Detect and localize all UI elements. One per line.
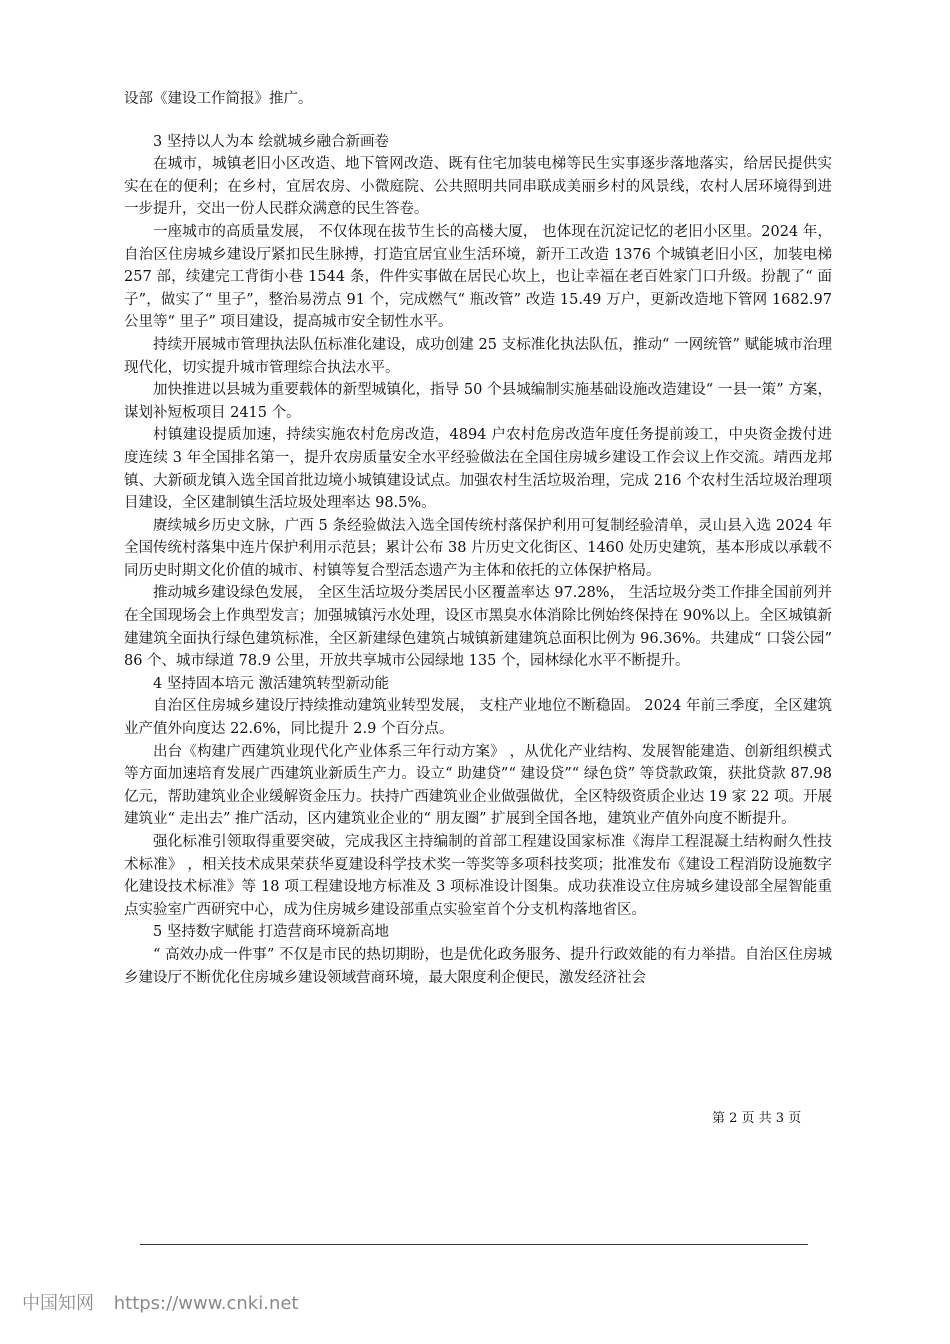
section-3-paragraph-1: 在城市，城镇老旧小区改造、地下管网改造、既有住宅加装电梯等民生实事逐步落地落实，给居民提供实实在在的便利；在乡村，宜居农房、小微庭院、公共照明共同串联成美丽乡村的风景线，农村人居环境得到进一步提升，交出一份人民群众满意的民生答卷。: [124, 156, 832, 218]
intro-tail-paragraph: 设部《建设工作简报》推广。: [124, 91, 313, 107]
section-3-paragraph-2: 一座城市的高质量发展， 不仅体现在拔节生长的高楼大厦， 也体现在沉淀记忆的老旧小区里。2024 年，自治区住房城乡建设厅紧扣民生脉搏，打造宜居宜业生活环境，新开工改造 1376 个城镇老旧小区，加装电梯 257 部，续建完工背街小巷 1544 条，件件实事做在居民心坎上，也让幸福在老百姓家门口升级。扮靓了“ 面子”，做实了“ 里子”，整治易涝点 91 个，完成燃气“ 瓶改管” 改造 15.49 万户，更新改造地下管网 1682.97 公里等“ 里子” 项目建设，提高城市安全韧性水平。: [124, 223, 832, 331]
watermark-url: https://www.cnki.net: [113, 1293, 299, 1314]
section-4-paragraph-2: 出台《构建广西建筑业现代化产业体系三年行动方案》 ，从优化产业结构、发展智能建造、创新组织模式等方面加速培育发展广西建筑业新质生产力。设立“ 助建贷”“ 建设贷”“ 绿色贷” 等贷款政策，获批贷款 87.98 亿元，帮助建筑业企业缓解资金压力。扶持广西建筑业企业做强做优，全区特级资质企业达 19 家 22 项。开展建筑业“ 走出去” 推广活动，区内建筑业企业的“ 朋友圈” 扩展到全国各地，建筑业产值外向度不断提升。: [124, 743, 832, 828]
section-3-paragraph-6: 赓续城乡历史文脉，广西 5 条经验做法入选全国传统村落保护利用可复制经验清单，灵山县入选 2024 年全国传统村落集中连片保护利用示范县；累计公布 38 片历史文化街区、1460 处历史建筑，基本形成以承载不同历史时期文化价值的城市、村镇等复合型活态遗产为主体和依托的立体保护格局。: [124, 517, 832, 579]
section-3-paragraph-7: 推动城乡建设绿色发展， 全区生活垃圾分类居民小区覆盖率达 97.28%， 生活垃圾分类工作排全国前列并在全国现场会上作典型发言；加强城镇污水处理，设区市黑臭水体消除比例始终保持在 90%以上。全区城镇新建建筑全面执行绿色建筑标准，全区新建绿色建筑占城镇新建建筑总面积比例为 96.36%。共建成“ 口袋公园” 86 个、城市绿道 78.9 公里，开放共享城市公园绿地 135 个，园林绿化水平不断提升。: [124, 585, 832, 670]
section-5-heading: 5 坚持数字赋能 打造营商环境新高地: [153, 924, 389, 941]
section-4-heading: 4 坚持固本培元 激活建筑转型新动能: [153, 675, 389, 692]
footer-divider: [140, 1244, 808, 1245]
section-5-paragraph-1: “ 高效办成一件事” 不仅是市民的热切期盼，也是优化政务服务、提升行政效能的有力举措。自治区住房城乡建设厅不断优化住房城乡建设领域营商环境，最大限度利企便民，激发经济社会: [124, 946, 832, 986]
page-number: 第 2 页 共 3 页: [712, 1111, 802, 1126]
section-3-paragraph-4: 加快推进以县城为重要载体的新型城镇化，指导 50 个县城编制实施基础设施改造建设“ 一县一策” 方案，谋划补短板项目 2415 个。: [124, 382, 832, 421]
section-4-paragraph-3: 强化标准引领取得重要突破，完成我区主持编制的首部工程建设国家标准《海岸工程混凝土结构耐久性技术标准》 ，相关技术成果荣获华夏建设科学技术奖一等奖等多项科技奖项；批准发布《建设工程消防设施数字化建设技术标准》等 18 项工程建设地方标准及 3 项标准设计图集。成功获准设立住房城乡建设部全屋智能重点实验室广西研究中心，成为住房城乡建设部重点实验室首个分支机构落地省区。: [124, 834, 832, 918]
section-3-heading: 3 坚持以人为本 绘就城乡融合新画卷: [153, 133, 389, 150]
section-4-paragraph-1: 自治区住房城乡建设厅持续推动建筑业转型发展， 支柱产业地位不断稳固。 2024 年前三季度，全区建筑业产值外向度达 22.6%，同比提升 2.9 个百分点。: [124, 698, 832, 738]
cnki-watermark: [22, 1292, 298, 1316]
paragraph-spacer: [124, 111, 832, 131]
section-3-paragraph-5: 村镇建设提质加速，持续实施农村危房改造，4894 户农村危房改造年度任务提前竣工，中央资金拨付进度连续 3 年全国排名第一，提升农房质量安全水平经验做法在全国住房城乡建设工作会议上作交流。靖西龙邦镇、大新硕龙镇入选全国首批边境小城镇建设试点。加强农村生活垃圾治理，完成 216 个农村生活垃圾治理项目建设，全区建制镇生活垃圾处理率达 98.5%。: [124, 427, 832, 512]
section-3-paragraph-3: 持续开展城市管理执法队伍标准化建设，成功创建 25 支标准化执法队伍，推动“ 一网统管” 赋能城市治理现代化，切实提升城市管理综合执法水平。: [124, 336, 832, 376]
document-body: [124, 88, 832, 989]
watermark-brand: 中国知网: [22, 1293, 94, 1314]
